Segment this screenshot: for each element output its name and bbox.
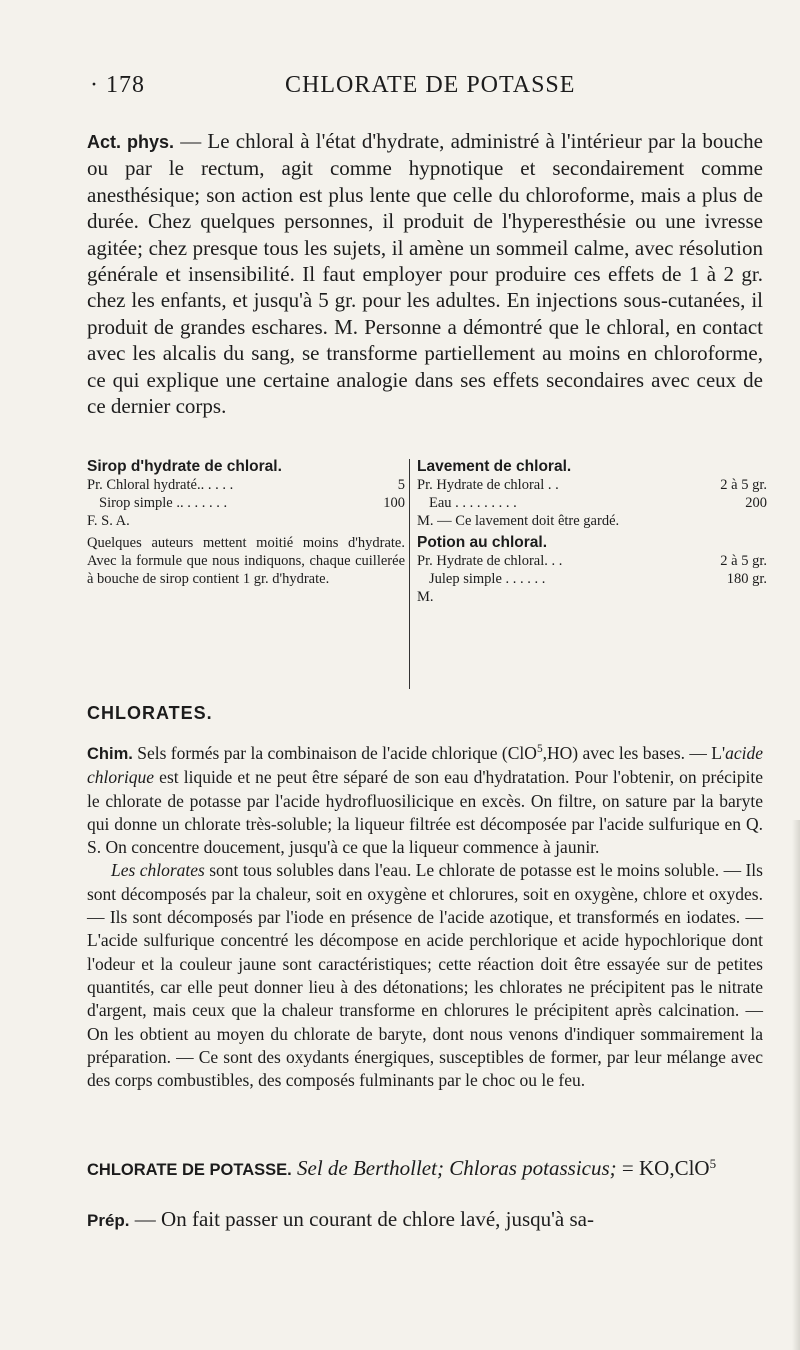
lavement-title: Lavement de chloral. [417, 458, 572, 475]
page-number: · 178 [90, 72, 145, 98]
chlorate-potasse-names: Sel de Berthollet; Chloras potassicus; [291, 1156, 617, 1180]
chim-superscript: 5 [536, 743, 543, 756]
chim-text-2: ,HO) avec les bases. — L' [542, 743, 726, 763]
potion-title: Potion au chloral. [417, 534, 548, 551]
sirop-note: Quelques auteurs mettent moitié moins d'hydrate. Avec la formule que nous indiquons, chaque cuillerée à bouche de sirop contient 1 gr. d'hydrate. [87, 535, 405, 587]
sirop-line-1 [87, 476, 405, 494]
lavement-line-2 [417, 494, 767, 512]
page-edge-shadow [792, 820, 800, 1350]
formulas-block [87, 457, 767, 697]
potion-line-1-label: Pr. Hydrate de chloral. . . [417, 553, 563, 569]
prep-label: Prép. [87, 1211, 130, 1230]
lavement-line-2-value: 200 [745, 495, 767, 511]
sirop-recipe [87, 457, 405, 588]
chlorate-potasse-formula: = KO,ClO [616, 1156, 710, 1180]
sirop-line-1-value: 5 [397, 477, 405, 493]
potion-line-2 [417, 570, 767, 588]
lavement-line-3: M. — Ce lavement doit être gardé. [417, 513, 620, 529]
paragraph-act-phys [87, 128, 763, 419]
prep-text: — On fait passer un courant de chlore lavé, jusqu'à sa- [129, 1207, 594, 1231]
chlorates-italic: Les chlorates [111, 860, 205, 881]
sirop-line-2-label: Sirop simple .. . . . . . . [99, 495, 228, 511]
sirop-line-1-label: Pr. Chloral hydraté.. . . . . [87, 477, 234, 493]
sirop-line-2 [87, 494, 405, 512]
sirop-title: Sirop d'hydrate de chloral. [87, 458, 282, 475]
section-heading-chlorates: CHLORATES. [87, 703, 213, 723]
column-divider [409, 459, 410, 689]
paragraph-chlorate-potasse [87, 1157, 763, 1182]
chim-label: Chim. [87, 745, 133, 763]
lavement-line-1-value: 2 à 5 gr. [720, 477, 767, 493]
lavement-line-1 [417, 476, 767, 494]
chlorate-potasse-heading: CHLORATE DE POTASSE. [87, 1161, 292, 1179]
lavement-line-2-label: Eau . . . . . . . . . [429, 495, 517, 511]
potion-line-1-value: 2 à 5 gr. [720, 553, 767, 569]
running-title: CHLORATE DE POTASSE [285, 72, 576, 98]
potion-line-1 [417, 552, 767, 570]
potion-line-3: M. [417, 589, 434, 605]
right-recipes [417, 457, 767, 606]
chim-italic: acide chlorique [87, 743, 763, 788]
chlorates-text: sont tous solubles dans l'eau. Le chlorate de potasse est le moins soluble. — Ils sont décomposés par la chaleur, soit en oxygène et chlorures, soit en oxygène, chlore et oxydes. — Ils sont décomposés par l'iode en présence de l'acide azotique, et transformés en iodates. — L'acide sulfurique concentré les décompose en acide perchlorique et acide hypochlorique dont l'odeur et la couleur jaune sont caractéristiques; cette réaction doit être essayée sur de petites quantités, car elle peut donner lieu à des détonations; les chlorates ne précipitent pas le nitrate d'argent, mais ceux que la chaleur transforme en chlorures le précipitent après calcination. — On les obtient au moyen du chlorate de baryte, dont nous venons d'indiquer sommairement la préparation. — Ce sont des oxydants énergiques, susceptibles de former, par leur mélange avec des corps combustibles, des composés fulminants par le choc ou le feu. [87, 860, 763, 1091]
sirop-line-2-value: 100 [383, 495, 405, 511]
act-phys-text: — Le chloral à l'état d'hydrate, administré à l'intérieur par la bouche ou par le rectum, agit comme hypnotique et secondairement comme anesthésique; son action est plus lente que celle du chloroforme, mais a plus de durée. Chez quelques personnes, il produit de l'hyperesthésie ou une ivresse agitée; chez presque tous les sujets, il amène un sommeil calme, avec résolution générale et insensibilité. Il faut employer pour produire ces effets de 1 à 2 gr. chez les enfants, et jusqu'à 5 gr. pour les adultes. En injections sous-cutanées, il produit de grandes eschares. M. Personne a démontré que le chloral, en contact avec les alcalis du sang, se transforme partiellement au moins en chloroforme, ce qui explique une certaine analogie dans ses effets secondaires avec ceux de ce dernier corps. [87, 129, 763, 419]
chim-text-1: Sels formés par la combinaison de l'acide chlorique (ClO [132, 743, 537, 763]
running-header [90, 72, 750, 112]
potion-line-2-value: 180 gr. [726, 571, 767, 587]
chim-text-3: est liquide et ne peut être séparé de son eau d'hydratation. Pour l'obtenir, on précipite le chlorate de potasse par l'acide hydrofluosilicique en excès. On filtre, on sature par la baryte qui donne un chlorate très-soluble; la liqueur filtrée est décomposée par l'acide sulfurique en Q. S. On concentre doucement, jusqu'à ce que la liqueur commence à jaunir. [87, 767, 763, 858]
chlorate-potasse-formula-sup: 5 [709, 1156, 717, 1172]
paragraph-prep [87, 1206, 763, 1235]
act-phys-label: Act. phys. [87, 132, 174, 152]
lavement-line-1-label: Pr. Hydrate de chloral . . [417, 477, 559, 493]
paragraph-chim [87, 742, 763, 1092]
potion-line-2-label: Julep simple . . . . . . [429, 571, 546, 587]
sirop-line-3: F. S. A. [87, 513, 130, 529]
